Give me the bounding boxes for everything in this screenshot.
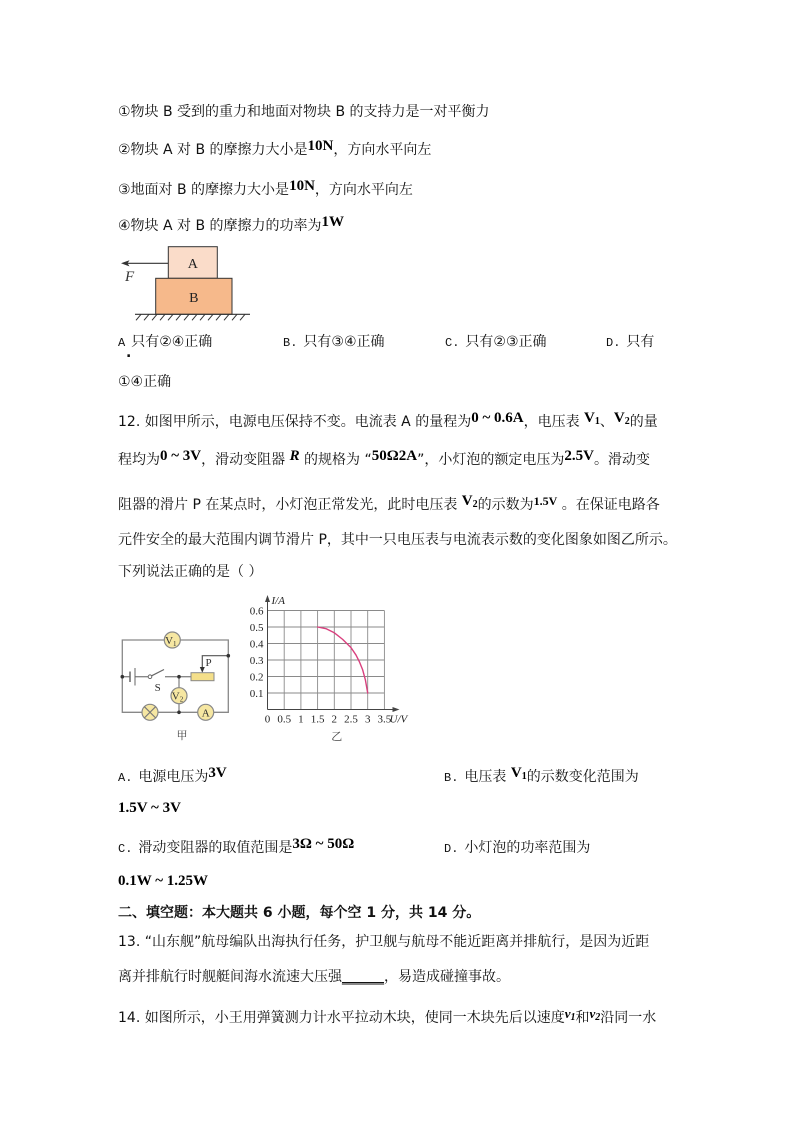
stem-text: 下列说法正确的是（ ） — [118, 564, 263, 580]
option-key: D. — [444, 842, 459, 856]
option-key: A. — [118, 771, 133, 785]
force-label: F — [125, 269, 135, 285]
stem-text: 、 — [599, 414, 614, 430]
switch-lever[interactable] — [152, 670, 164, 676]
x-axis-arrow-icon — [393, 707, 400, 712]
option-key: D. — [606, 336, 621, 350]
option-text: 只有②④正确 — [131, 334, 213, 350]
option-key: A — [118, 336, 126, 350]
option-value: 3Ω ~ 50Ω — [292, 836, 355, 852]
option-key: C. — [445, 336, 460, 350]
x-tick-label: 3.5 — [377, 713, 392, 726]
option-text: 滑动变阻器的取值范围是 — [138, 840, 293, 856]
stem-text: 。滑动变 — [593, 452, 650, 468]
y-axis-label: I/A — [271, 595, 285, 607]
symbol-base: V — [165, 635, 174, 647]
q12-line-2 — [118, 448, 650, 469]
slider-arrow-icon — [200, 667, 205, 673]
voltmeter-range: 0 ~ 3V — [160, 448, 202, 464]
v2-reading: 1.5V — [533, 494, 558, 508]
symbol-subscript: 2 — [595, 1012, 601, 1023]
statement-text: ④物块 A 对 B 的摩擦力的功率为 — [118, 218, 322, 234]
stem-text: 沿同一水 — [600, 1010, 657, 1026]
symbol-base: v — [589, 1006, 596, 1021]
q11-option-d-continuation[interactable] — [118, 373, 171, 391]
rheostat — [191, 673, 214, 681]
q11-statement-1 — [118, 103, 490, 121]
q14-line-1 — [118, 1006, 657, 1027]
stem-text: 离并排航行时舰艇间海水流速大压强 — [118, 969, 342, 985]
option-a-stray-mark: . — [126, 345, 132, 361]
option-text: 只有③④正确 — [303, 334, 385, 350]
voltmeter-v2-symbol — [462, 493, 478, 509]
rheostat-spec: 50Ω2A — [371, 448, 418, 464]
stem-text: 。在保证电路各 — [557, 497, 660, 513]
stem-text: 12. 如图甲所示，电源电压保持不变。电流表 A 的量程为 — [118, 414, 472, 430]
q12-option-a[interactable] — [118, 765, 227, 787]
option-key: C. — [118, 842, 133, 856]
q11-option-a[interactable] — [118, 333, 212, 352]
stem-text: 阻器的滑片 P 在某点时，小灯泡正常发光，此时电压表 — [118, 497, 462, 513]
option-text: 的示数变化范围为 — [526, 769, 639, 785]
symbol-subscript: 2 — [472, 499, 478, 510]
q11-option-b[interactable] — [283, 333, 385, 352]
symbol-subscript: 1 — [173, 640, 177, 648]
stem-text: ，易造成碰撞事故。 — [384, 969, 510, 985]
stem-text: 的示数为 — [477, 497, 534, 513]
iu-graph — [240, 590, 425, 745]
option-key: B. — [444, 771, 459, 785]
symbol-base: V — [584, 410, 595, 426]
symbol-subscript: 1 — [521, 771, 527, 782]
option-value: 0.1W ~ 1.25W — [118, 873, 209, 889]
symbol-base: v — [564, 1006, 571, 1021]
q13-line-2 — [118, 968, 510, 986]
block-a-label: A — [187, 257, 198, 272]
junction-dot — [177, 675, 181, 679]
option-value: 3V — [208, 765, 227, 781]
option-text: 小灯泡的功率范围为 — [464, 840, 591, 856]
rheostat-symbol: R — [289, 448, 300, 464]
option-value: 1.5V ~ 3V — [118, 800, 181, 816]
x-tick-label: 1.5 — [310, 713, 325, 726]
statement-text: ，方向水平向左 — [314, 182, 413, 198]
symbol-base: V — [171, 690, 180, 703]
stem-text: 和 — [575, 1010, 590, 1026]
voltmeter-v1-symbol — [584, 410, 600, 426]
statement-text: ①物块 B 受到的重力和地面对物块 B 的支持力是一对平衡力 — [118, 104, 490, 120]
option-text: ①④正确 — [118, 374, 172, 390]
q12-option-d-continuation[interactable] — [118, 872, 208, 890]
graph-axes — [265, 595, 400, 712]
y-tick-label: 0.6 — [249, 605, 264, 618]
symbol-subscript: 2 — [179, 695, 184, 704]
x-tick-label: 2 — [331, 713, 338, 726]
junction-dot — [121, 675, 125, 679]
junction-dot — [177, 711, 181, 715]
symbol-base: V — [510, 765, 522, 781]
ground-hatch — [136, 314, 245, 320]
symbol-subscript: 2 — [624, 416, 630, 427]
q11-statement-2 — [118, 138, 432, 159]
y-tick-label: 0.4 — [249, 638, 264, 651]
velocity-v1-symbol — [565, 1006, 576, 1021]
symbol-base: V — [613, 410, 625, 426]
y-axis-arrow-icon — [265, 595, 270, 602]
y-tick-label: 0.3 — [249, 655, 264, 667]
option-key: B. — [283, 336, 298, 350]
ammeter-label: A — [201, 707, 210, 720]
circuit-diagram — [110, 620, 240, 745]
x-tick-label: 1 — [298, 713, 304, 726]
q11-statement-4 — [118, 214, 345, 235]
option-text: 电源电压为 — [138, 769, 209, 785]
figure-caption-jia: 甲 — [176, 730, 188, 742]
q11-option-c[interactable] — [445, 333, 547, 352]
x-tick-label: 3 — [364, 713, 371, 726]
velocity-v2-symbol — [590, 1006, 601, 1021]
rated-voltage: 2.5V — [564, 448, 594, 464]
q12-option-b[interactable] — [444, 765, 639, 787]
junction-dot — [227, 654, 231, 658]
x-tick-label: 2.5 — [344, 713, 358, 726]
voltmeter-v1-symbol — [511, 765, 527, 781]
section-title: 二、填空题：本大题共 6 小题，每个空 1 分，共 14 分。 — [118, 905, 481, 921]
statement-text: ，方向水平向左 — [333, 142, 432, 158]
statement-text: ②物块 A 对 B 的摩擦力大小是 — [118, 142, 308, 158]
switch-label: S — [154, 682, 161, 694]
block-b-label: B — [189, 291, 199, 306]
stem-text: 元件安全的最大范围内调节滑片 P，其中一只电压表与电流表示数的变化图象如图乙所示。 — [118, 532, 677, 548]
graph-grid — [268, 611, 385, 710]
voltmeter-v2-symbol — [614, 410, 630, 426]
q11-statement-3 — [118, 178, 413, 199]
stem-text: 的规格为 “ — [299, 452, 372, 468]
q12-line-5 — [118, 563, 262, 581]
option-text: 电压表 — [464, 769, 511, 785]
stem-text: 13. “山东舰”航母编队出海执行任务，护卫舰与航母不能近距离并排航行，是因为近距 — [118, 934, 650, 950]
q12-line-4 — [118, 531, 677, 549]
symbol-subscript: 1 — [594, 416, 600, 427]
y-tick-label: 0.2 — [249, 671, 264, 684]
answer-blank[interactable]: ______ — [342, 969, 384, 985]
power-value: 1W — [321, 214, 345, 230]
q13-line-1 — [118, 933, 649, 951]
symbol-subscript: 1 — [570, 1012, 576, 1023]
stem-text: ，滑动变阻器 — [201, 452, 290, 468]
stem-text: ”，小灯泡的额定电压为 — [417, 452, 565, 468]
stem-text: 程均为 — [118, 452, 160, 468]
friction-value: 10N — [289, 178, 315, 194]
stem-text: ，电压表 — [523, 414, 585, 430]
option-text: 只有②③正确 — [465, 334, 547, 350]
x-axis-label: U/V — [389, 713, 408, 726]
q12-line-3 — [118, 493, 660, 514]
q12-line-1 — [118, 410, 658, 431]
ammeter-range: 0 ~ 0.6A — [471, 410, 524, 426]
switch-pivot — [148, 675, 152, 679]
option-text: 只有 — [626, 334, 655, 350]
x-tick-label: 0.5 — [277, 713, 292, 726]
symbol-base: V — [461, 493, 473, 509]
slider-label: P — [205, 657, 212, 669]
q12-option-c[interactable] — [118, 836, 355, 858]
friction-value: 10N — [307, 138, 334, 154]
q11-option-d[interactable] — [606, 333, 654, 352]
q12-option-b-continuation[interactable] — [118, 799, 181, 817]
q12-option-d[interactable] — [444, 839, 590, 858]
stem-text: 的量 — [629, 414, 658, 430]
x-tick-label: 0 — [264, 713, 271, 726]
y-tick-label: 0.5 — [249, 622, 264, 634]
section-header — [118, 904, 480, 922]
blocks-figure — [110, 240, 270, 330]
statement-text: ③地面对 B 的摩擦力大小是 — [118, 182, 290, 198]
stem-text: 14. 如图所示，小王用弹簧测力计水平拉动木块，使同一木块先后以速度 — [118, 1010, 565, 1026]
y-tick-label: 0.1 — [249, 688, 264, 700]
figure-caption-yi: 乙 — [331, 731, 343, 743]
